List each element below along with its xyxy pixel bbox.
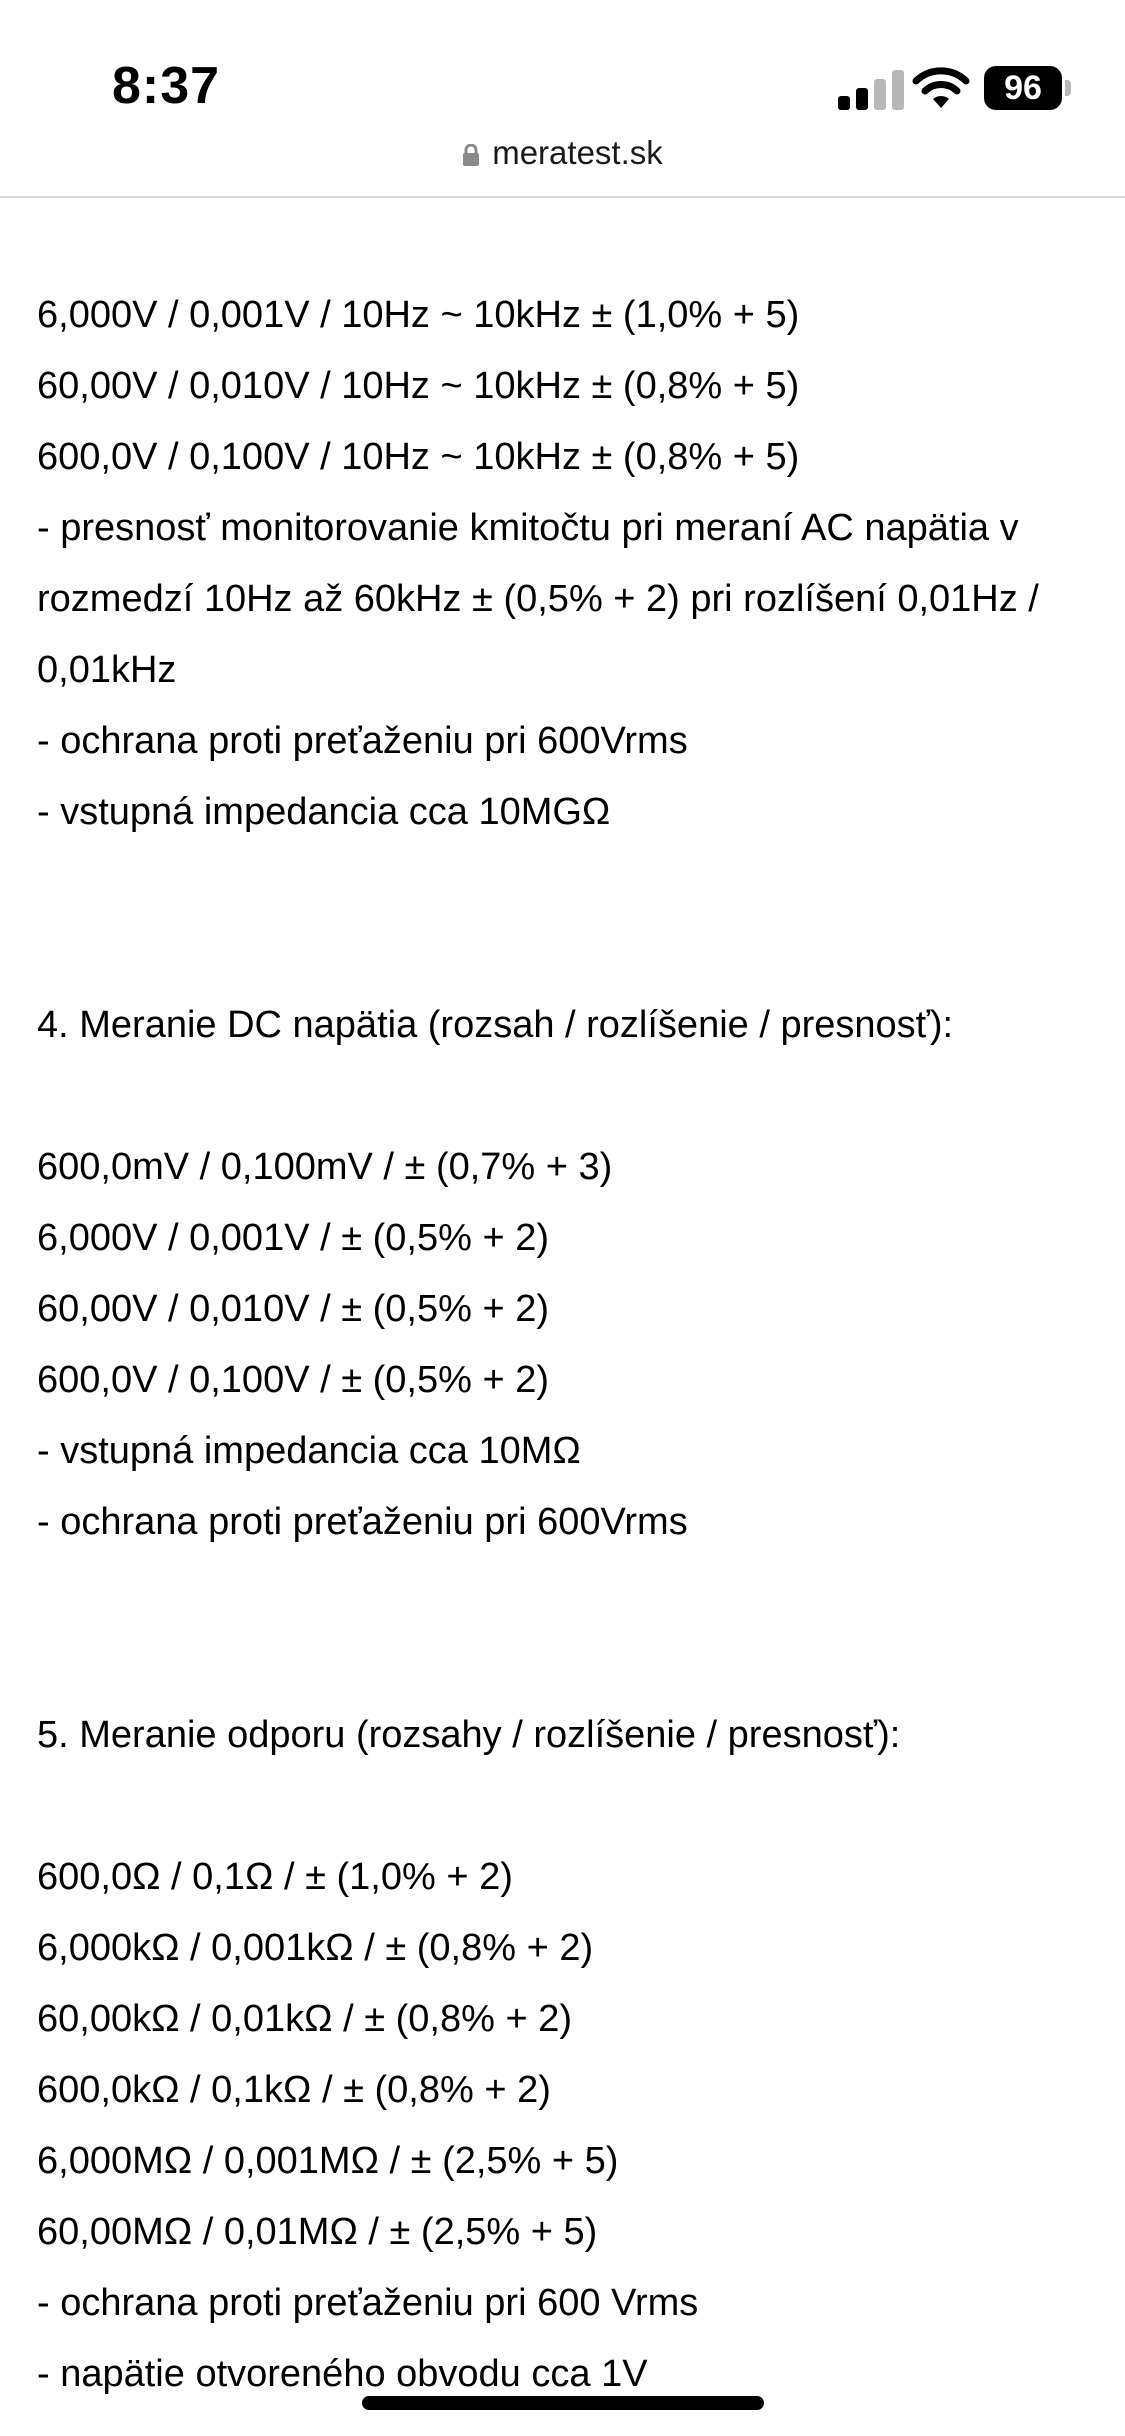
battery-icon [984, 66, 1074, 110]
lock-icon [462, 144, 480, 166]
dc-section-heading: 4. Meranie DC napätia (rozsah / rozlíšenie / presnosť): [37, 1004, 954, 1046]
resistance-spec-line: - napätie otvoreného obvodu cca 1V [37, 2353, 648, 2395]
resistance-spec-line: 600,0kΩ / 0,1kΩ / ± (0,8% + 2) [37, 2069, 551, 2111]
battery-cap [1065, 80, 1071, 96]
resistance-spec-line: 6,000MΩ / 0,001MΩ / ± (2,5% + 5) [37, 2140, 619, 2182]
resistance-section-heading: 5. Meranie odporu (rozsahy / rozlíšenie / presnosť): [37, 1714, 901, 1756]
address-bar-content[interactable] [0, 134, 1125, 172]
dc-spec-line: 60,00V / 0,010V / ± (0,5% + 2) [37, 1288, 549, 1330]
ac-spec-line: - ochrana proti preťaženiu pri 600Vrms [37, 720, 688, 762]
ac-spec-line: rozmedzí 10Hz až 60kHz ± (0,5% + 2) pri rozlíšení 0,01Hz / [37, 578, 1039, 620]
home-indicator[interactable] [362, 2396, 764, 2410]
dc-spec-line: 6,000V / 0,001V / ± (0,5% + 2) [37, 1217, 549, 1259]
status-bar [0, 0, 1125, 130]
spacer [37, 919, 1125, 990]
ac-spec-line: 60,00V / 0,010V / 10Hz ~ 10kHz ± (0,8% + 5) [37, 365, 800, 407]
ac-spec-line: - presnosť monitorovanie kmitočtu pri meraní AC napätia v [37, 507, 1019, 549]
status-time: 8:37 [112, 57, 221, 115]
dc-spec-line: - vstupná impedancia cca 10MΩ [37, 1430, 581, 1472]
spacer [37, 1629, 1125, 1700]
battery-level: 96 [984, 66, 1062, 110]
spacer [37, 1061, 1125, 1132]
spacer [37, 1771, 1125, 1842]
dc-spec-line: 600,0V / 0,100V / ± (0,5% + 2) [37, 1359, 549, 1401]
ac-spec-line: - vstupná impedancia cca 10MGΩ [37, 791, 611, 833]
resistance-spec-line: - ochrana proti preťaženiu pri 600 Vrms [37, 2282, 699, 2324]
url-text[interactable]: meratest.sk [492, 134, 663, 171]
wifi-icon [912, 66, 970, 110]
resistance-spec-line: 60,00kΩ / 0,01kΩ / ± (0,8% + 2) [37, 1998, 572, 2040]
spacer [37, 848, 1125, 919]
ac-spec-line: 600,0V / 0,100V / 10Hz ~ 10kHz ± (0,8% + 5) [37, 436, 800, 478]
spacer [37, 1558, 1125, 1629]
dc-spec-line: - ochrana proti preťaženiu pri 600Vrms [37, 1501, 688, 1543]
dc-spec-line: 600,0mV / 0,100mV / ± (0,7% + 3) [37, 1146, 613, 1188]
toolbar-divider [0, 196, 1125, 198]
resistance-spec-line: 600,0Ω / 0,1Ω / ± (1,0% + 2) [37, 1856, 513, 1898]
ac-spec-line: 6,000V / 0,001V / 10Hz ~ 10kHz ± (1,0% + 5) [37, 294, 800, 336]
page-content [37, 280, 1125, 2410]
cellular-signal-icon [838, 70, 908, 110]
address-bar[interactable] [0, 130, 1125, 196]
resistance-spec-line: 60,00MΩ / 0,01MΩ / ± (2,5% + 5) [37, 2211, 598, 2253]
resistance-spec-line: 6,000kΩ / 0,001kΩ / ± (0,8% + 2) [37, 1927, 594, 1969]
ac-spec-line: 0,01kHz [37, 649, 177, 691]
